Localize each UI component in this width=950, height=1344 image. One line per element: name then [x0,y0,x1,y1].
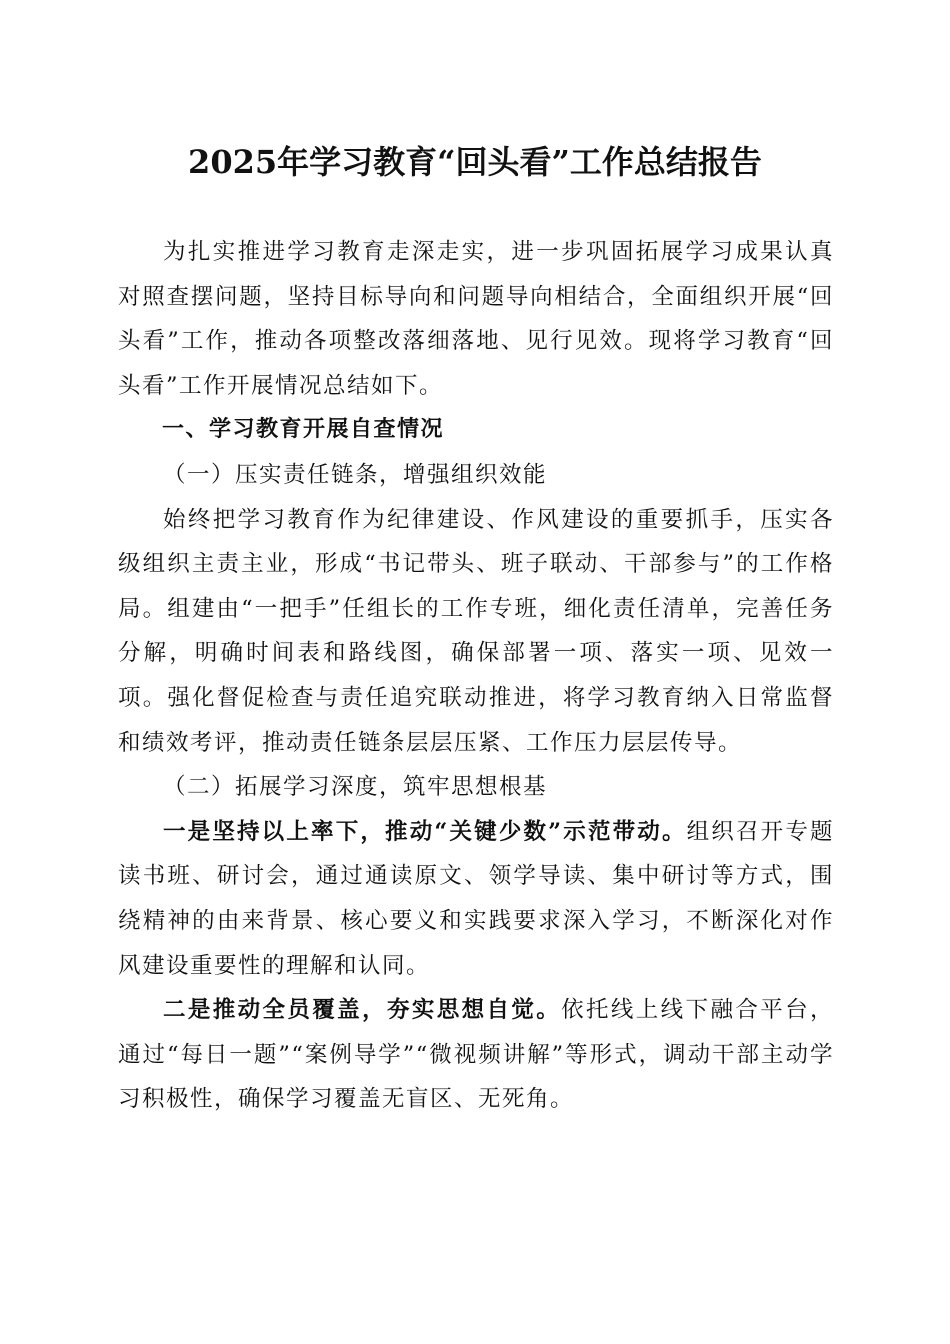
paragraph-1-text: 组织召开专题读书班、研讨会，通过通读原文、领学导读、集中研讨等方式，围绕精神的由来背景、核心要义和实践要求深入学习，不断深化对作风建设重要性的理解和认同。 [118,818,834,979]
paragraph-2-lead: 二是推动全员覆盖，夯实思想自觉。 [163,997,562,1024]
subsection-1-heading: （一）压实责任链条，增强组织效能 [163,461,548,488]
paragraph-1-lead: 一是坚持以上率下，推动“关键少数”示范带动。 [163,818,687,845]
intro-paragraph: 为扎实推进学习教育走深走实，进一步巩固拓展学习成果认真对照查摆问题，坚持目标导向和问题导向相结合，全面组织开展“回头看”工作，推动各项整改落细落地、见行见效。现将学习教育“回头看”工作开展情况总结如下。 [118,239,834,399]
section-1-heading: 一、学习教育开展自查情况 [162,417,445,443]
paragraph-2-text: 依托线上线下融合平台，通过“每日一题”“案例导学”“微视频讲解”等形式，调动干部主动学习积极性，确保学习覆盖无盲区、无死角。 [118,997,834,1113]
subsection-2-paragraph-2 [118,988,834,1122]
subsection-1-paragraph: 始终把学习教育作为纪律建设、作风建设的重要抓手，压实各级组织主责主业，形成“书记带头、班子联动、干部参与”的工作格局。组建由“一把手”任组长的工作专班，细化责任清单，完善任务分解，明确时间表和路线图，确保部署一项、落实一项、见效一项。强化督促检查与责任追究联动推进，将学习教育纳入日常监督和绩效考评，推动责任链条层层压紧、工作压力层层传导。 [118,506,834,756]
document-body [118,230,834,1122]
subsection-2-paragraph-1 [118,810,834,988]
subsection-2-heading: （二）拓展学习深度，筑牢思想根基 [163,774,548,801]
document-title: 2025年学习教育“回头看”工作总结报告 [188,143,762,181]
